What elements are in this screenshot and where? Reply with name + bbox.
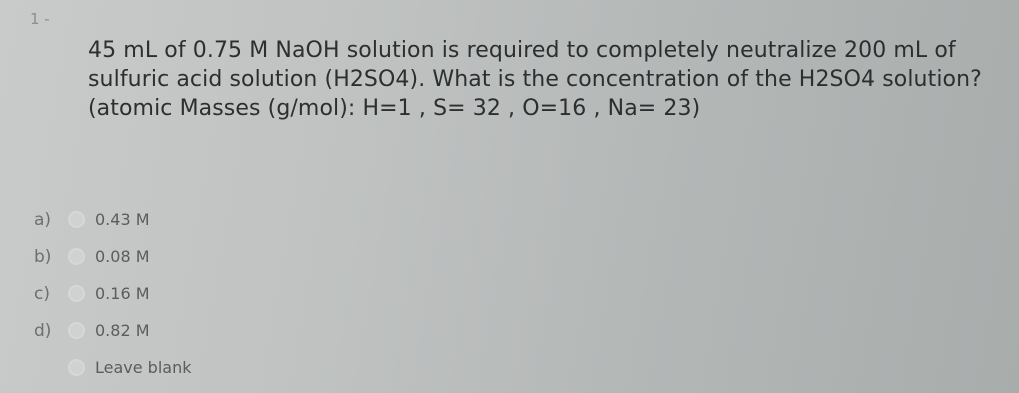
option-label: 0.43 M (95, 210, 150, 229)
option-c[interactable] (34, 275, 434, 312)
option-letter: b) (34, 246, 52, 267)
option-label: Leave blank (95, 358, 192, 377)
option-letter: d) (34, 320, 52, 341)
option-label: 0.08 M (95, 247, 150, 266)
option-d[interactable] (34, 312, 434, 349)
answer-options (34, 201, 434, 386)
option-label: 0.16 M (95, 284, 150, 303)
radio-button[interactable] (68, 285, 85, 302)
option-a[interactable] (34, 201, 434, 238)
radio-button[interactable] (68, 359, 85, 376)
radio-button[interactable] (68, 211, 85, 228)
option-b[interactable] (34, 238, 434, 275)
radio-button[interactable] (68, 248, 85, 265)
question-text: 45 mL of 0.75 M NaOH solution is required to completely neutralize 200 mL of sulfuric acid solution (H2SO4). What is the concentration of the H2SO4 solution? (atomic Masses (g/mol): H=1 , S= 32 , O=16 , Na= 23) (88, 38, 982, 121)
question-number: 1 - (30, 10, 50, 28)
radio-button[interactable] (68, 322, 85, 339)
option-label: 0.82 M (95, 321, 150, 340)
option-leave-blank[interactable] (34, 349, 434, 386)
option-letter: a) (34, 209, 52, 230)
option-letter: c) (34, 283, 50, 304)
